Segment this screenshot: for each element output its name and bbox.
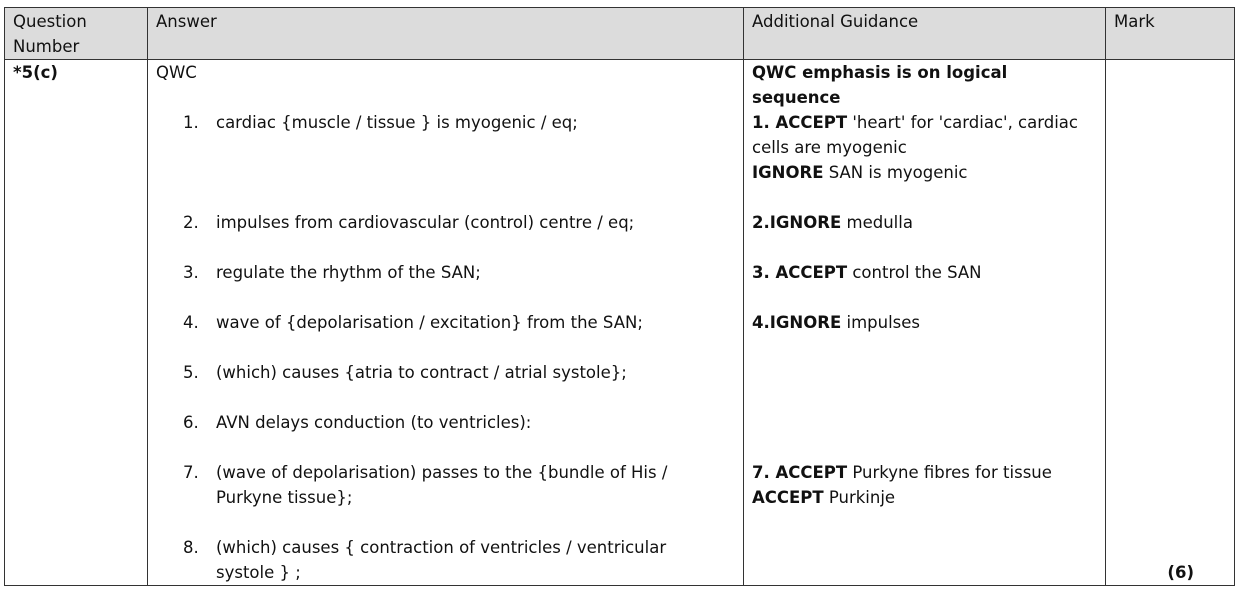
question-row: [5, 60, 1235, 586]
guidance-point-2: 2.IGNORE medulla: [752, 213, 913, 232]
guidance-point-7: 7. ACCEPT Purkyne fibres for tissue: [752, 463, 1052, 482]
mark-value: (6): [1167, 563, 1194, 582]
header-row: [5, 8, 1235, 60]
guidance-point-3: 3. ACCEPT control the SAN: [752, 263, 982, 282]
answer-point-3: 3. regulate the rhythm of the SAN;: [183, 263, 481, 282]
answer-cell: [148, 60, 744, 586]
guidance-point-1-ignore: IGNORE SAN is myogenic: [752, 163, 968, 182]
mark-cell: [1106, 60, 1235, 586]
answer-point-5: 5. (which) causes {atria to contract / atrial systole};: [183, 363, 627, 382]
answer-point-7: 7. (wave of depolarisation) passes to the {bundle of His / Purkyne tissue};: [183, 463, 668, 507]
answer-points: [156, 110, 735, 585]
header-answer: Answer: [148, 8, 744, 60]
header-guidance: Additional Guidance: [744, 8, 1106, 60]
answer-point-6: 6. AVN delays conduction (to ventricles):: [183, 413, 532, 432]
guidance-point-7-accept: ACCEPT Purkinje: [752, 488, 896, 507]
guidance-cell: [744, 60, 1106, 586]
guidance-point-1: 1. ACCEPT 'heart' for 'cardiac', cardiac cells are myogenic: [752, 113, 1078, 157]
guidance-point-4: 4.IGNORE impulses: [752, 313, 921, 332]
question-number: *5(c): [5, 60, 148, 586]
answer-point-8: 8. (which) causes { contraction of ventricles / ventricular systole } ;: [183, 538, 667, 582]
header-mark: Mark: [1106, 8, 1235, 60]
answer-point-2: 2. impulses from cardiovascular (control) centre / eq;: [183, 213, 635, 232]
answer-intro: QWC: [156, 63, 197, 82]
header-question-number: Question Number: [5, 8, 148, 60]
answer-point-4: 4. wave of {depolarisation / excitation} from the SAN;: [183, 313, 643, 332]
guidance-qwc-heading: QWC emphasis is on logical sequence: [752, 63, 1008, 107]
answer-point-1: 1. cardiac {muscle / tissue } is myogenic / eq;: [183, 113, 578, 132]
mark-scheme-table: [4, 7, 1235, 586]
